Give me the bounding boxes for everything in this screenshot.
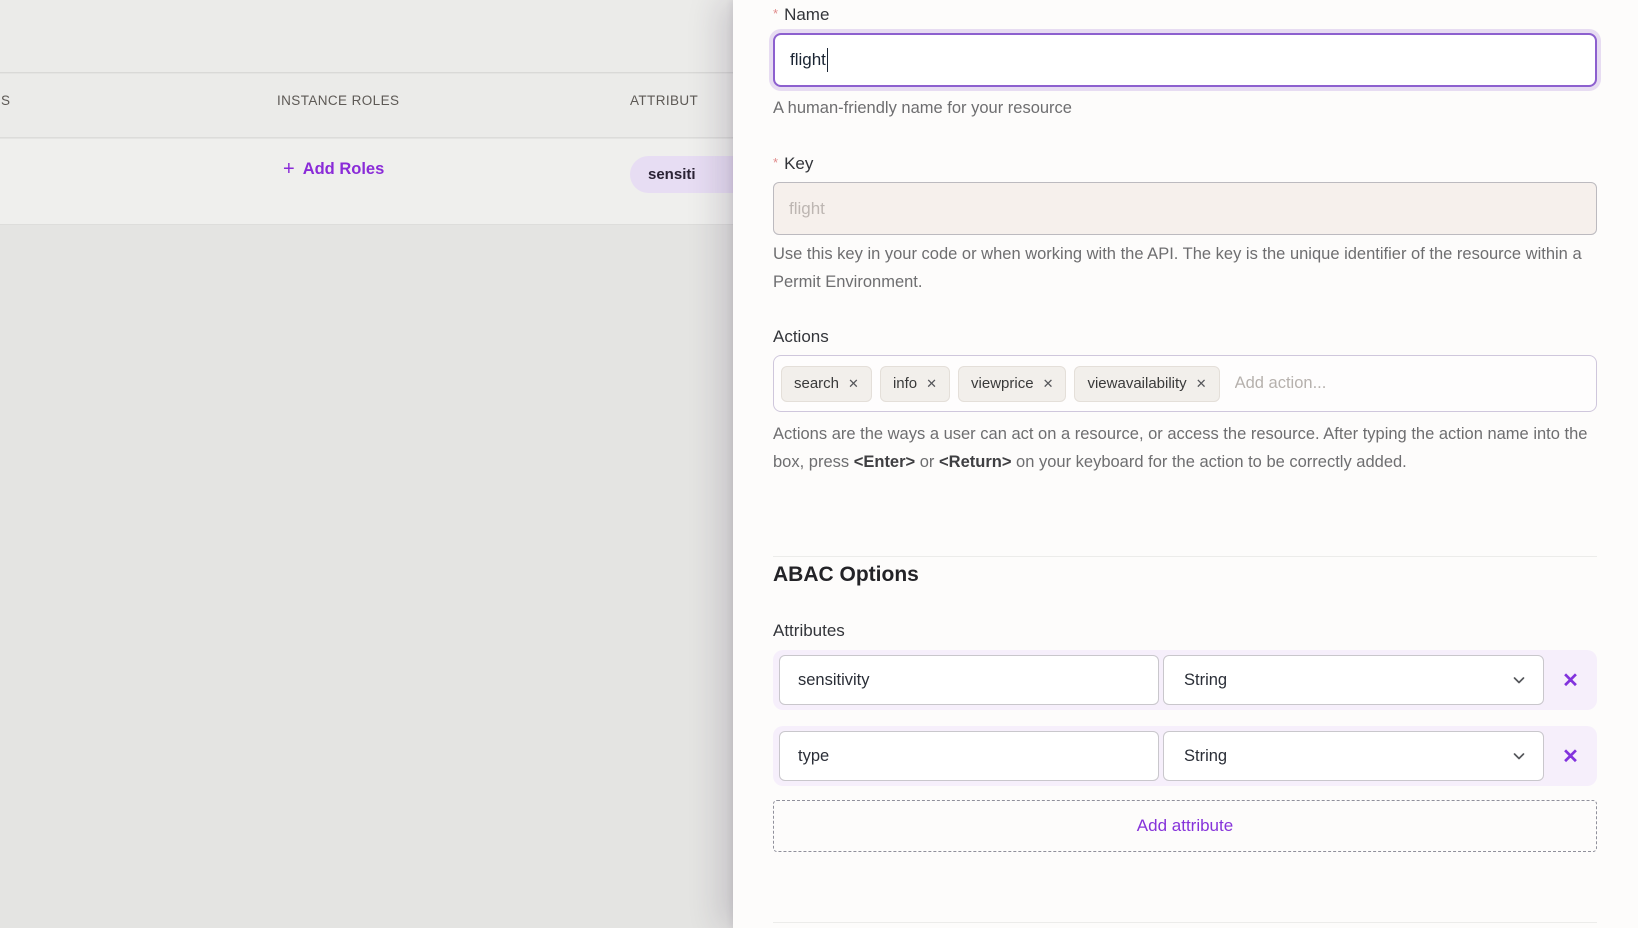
chevron-down-icon [1511,748,1527,764]
action-tag-viewavailability: viewavailability ✕ [1074,366,1219,402]
name-label: * Name [773,5,830,24]
name-input-value: flight [790,50,826,69]
name-input[interactable] [773,33,1597,87]
add-attribute-button[interactable]: Add attribute [773,800,1597,852]
table-header-attributes: ATTRIBUT [630,93,699,108]
table-header-instance-roles: INSTANCE ROLES [277,93,400,108]
key-helper-text: Use this key in your code or when working with the API. The key is the unique identifier of the resource within a Permit Environment. [773,245,1582,291]
attribute-pill: sensiti [630,156,760,193]
remove-attribute-button[interactable]: ✕ [1562,745,1579,768]
text-caret [827,48,828,72]
action-tag-search: search ✕ [781,366,872,402]
chevron-down-icon [1511,672,1527,688]
attribute-row [773,650,1597,710]
action-tag-viewprice: viewprice ✕ [958,366,1066,402]
plus-icon: + [283,158,295,180]
table-header-partial: S [1,93,11,108]
section-divider [773,556,1597,557]
required-asterisk-icon: * [773,155,779,170]
key-input [773,182,1597,235]
add-roles-button[interactable] [283,159,384,179]
attribute-type-select[interactable]: String [1163,731,1544,781]
actions-helper-text: Actions are the ways a user can act on a resource, or access the resource. After typing the action name into the box, press <Enter> or <Return> on your keyboard for the action to be correctly added. [773,425,1588,471]
remove-tag-icon[interactable]: ✕ [926,375,938,391]
remove-tag-icon[interactable]: ✕ [848,375,859,391]
attributes-label: Attributes [773,621,845,640]
attribute-type-select[interactable]: String [1163,655,1544,705]
abac-options-title: ABAC Options [773,563,919,586]
remove-attribute-button[interactable]: ✕ [1562,669,1579,692]
attribute-name-input[interactable]: sensitivity [779,655,1159,705]
key-label: * Key [773,154,814,173]
name-helper-text: A human-friendly name for your resource [773,99,1072,117]
remove-tag-icon[interactable]: ✕ [1042,375,1054,391]
add-roles-label: Add Roles [302,159,385,178]
section-divider [773,922,1597,923]
actions-label: Actions [773,327,829,346]
attribute-row [773,726,1597,786]
add-action-input[interactable] [1235,356,1596,411]
actions-tags-input[interactable] [773,355,1597,412]
action-tag-info: info ✕ [880,366,950,402]
attribute-name-input[interactable]: type [779,731,1159,781]
required-asterisk-icon: * [773,6,779,21]
remove-tag-icon[interactable]: ✕ [1195,375,1207,391]
edit-resource-drawer [733,0,1638,928]
